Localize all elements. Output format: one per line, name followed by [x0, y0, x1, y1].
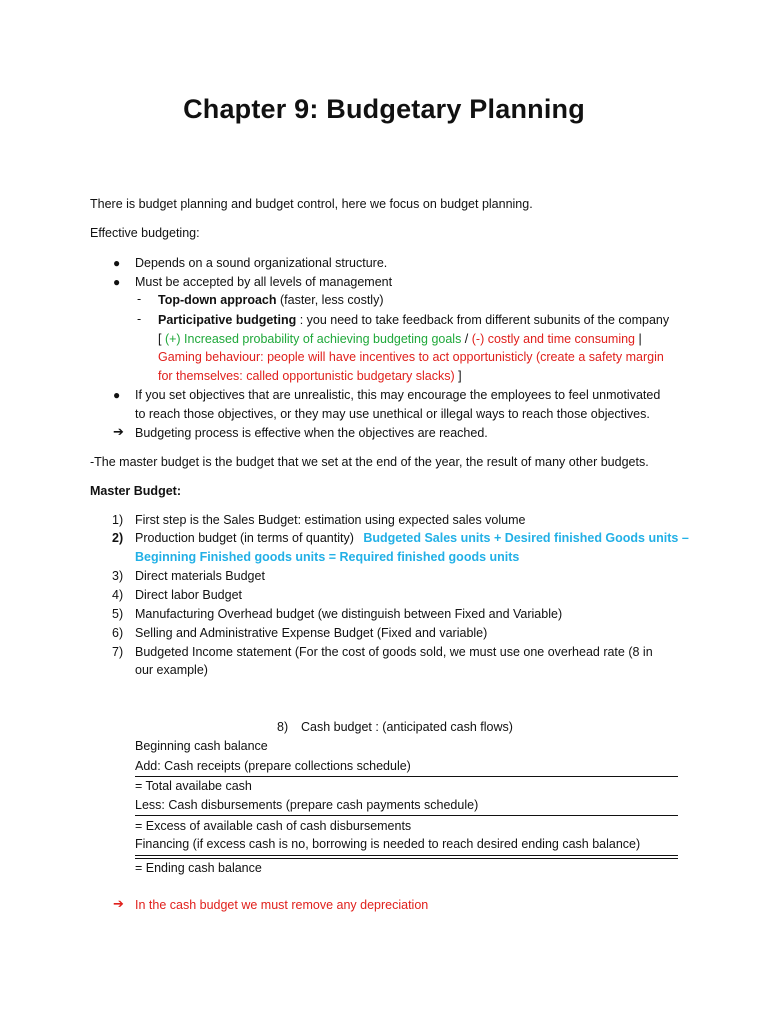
- list-item: Selling and Administrative Expense Budget (Fixed and variable): [135, 626, 488, 640]
- cash-row: Beginning cash balance: [135, 739, 268, 753]
- list-item: Manufacturing Overhead budget (we distinguish between Fixed and Variable): [135, 607, 563, 621]
- list-number: 7): [112, 645, 124, 659]
- arrow-right-icon: ➔: [113, 424, 124, 439]
- production-formula-line2: Beginning Finished goods units = Required finished goods units: [135, 550, 520, 564]
- list-item: Direct materials Budget: [135, 569, 265, 583]
- bullet-icon: ●: [113, 388, 121, 402]
- bullet-icon: ●: [113, 256, 121, 270]
- slash-separator: /: [461, 332, 472, 346]
- page-title: Chapter 9: Budgetary Planning: [183, 94, 585, 124]
- intro-paragraph: There is budget planning and budget control, here we focus on budget planning.: [90, 197, 533, 211]
- sub-item-bold: Participative budgeting: [158, 313, 297, 327]
- bracket-close: ]: [454, 369, 462, 383]
- cash-row: Add: Cash receipts (prepare collections schedule): [135, 759, 411, 773]
- dash-marker: -: [137, 312, 142, 326]
- list-number: 3): [112, 569, 124, 583]
- divider-line: [135, 815, 678, 816]
- bullet-item-line1: If you set objectives that are unrealistic, this may encourage the employees to feel unmotivated: [135, 388, 661, 402]
- bracket-open: [: [158, 332, 165, 346]
- list-item: Budgeted Income statement (For the cost of goods sold, we must use one overhead rate (8 in: [135, 645, 653, 659]
- production-formula: Budgeted Sales units + Desired finished Goods units –: [363, 531, 689, 545]
- list-number: 6): [112, 626, 124, 640]
- cash-row-final: = Ending cash balance: [135, 861, 262, 875]
- list-item: First step is the Sales Budget: estimation using expected sales volume: [135, 513, 526, 527]
- list-number: 1): [112, 513, 124, 527]
- bullet-item: Depends on a sound organizational structure.: [135, 256, 388, 270]
- cash-row: = Total availabe cash: [135, 779, 252, 793]
- depreciation-note: In the cash budget we must remove any depreciation: [135, 898, 429, 912]
- sub-item-text: : you need to take feedback from different subunits of the company: [296, 313, 670, 327]
- list-number: 2): [112, 531, 124, 545]
- gaming-behaviour-line1: Gaming behaviour: people will have incentives to act opportunisticly (create a safety margin: [158, 350, 664, 364]
- master-budget-note: -The master budget is the budget that we set at the end of the year, the result of many other budgets.: [90, 455, 649, 469]
- cash-row: Less: Cash disbursements (prepare cash payments schedule): [135, 798, 479, 812]
- arrow-right-icon: ➔: [113, 896, 124, 911]
- con-text: (-) costly and time consuming: [471, 332, 636, 346]
- pipe-separator: |: [635, 332, 642, 346]
- gaming-behaviour-line2: [158, 367, 462, 386]
- gaming-text: for themselves: called opportunistic budgetary slacks): [158, 369, 455, 383]
- bullet-item-line2: to reach those objectives, or they may use unethical or illegal ways to reach those objectives.: [135, 407, 650, 421]
- sub-item-text: (faster, less costly): [276, 293, 384, 307]
- list-item: Direct labor Budget: [135, 588, 243, 602]
- pro-text: (+) Increased probability of achieving budgeting goals: [164, 332, 462, 346]
- dash-marker: -: [137, 292, 142, 306]
- cash-row: Financing (if excess cash is no, borrowing is needed to reach desired ending cash balance): [135, 837, 641, 851]
- list-item-production: [135, 529, 689, 548]
- list-item-text: Production budget (in terms of quantity): [135, 531, 354, 545]
- cash-row: = Excess of available cash of cash disbursements: [135, 819, 412, 833]
- bullet-item: Must be accepted by all levels of management: [135, 275, 393, 289]
- bullet-icon: ●: [113, 275, 121, 289]
- list-number: 5): [112, 607, 124, 621]
- master-budget-label: Master Budget:: [90, 484, 181, 498]
- sub-item-participative: [158, 311, 669, 330]
- pros-cons-line: [158, 330, 642, 349]
- list-number: 8): [277, 720, 289, 734]
- effective-budgeting-label: Effective budgeting:: [90, 226, 200, 240]
- cash-budget-heading: Cash budget : (anticipated cash flows): [301, 720, 513, 734]
- list-number: 4): [112, 588, 124, 602]
- sub-item-bold: Top-down approach: [158, 293, 277, 307]
- list-item-continued: our example): [135, 663, 208, 677]
- sub-item-top-down: [158, 291, 384, 310]
- arrow-note: Budgeting process is effective when the objectives are reached.: [135, 426, 488, 440]
